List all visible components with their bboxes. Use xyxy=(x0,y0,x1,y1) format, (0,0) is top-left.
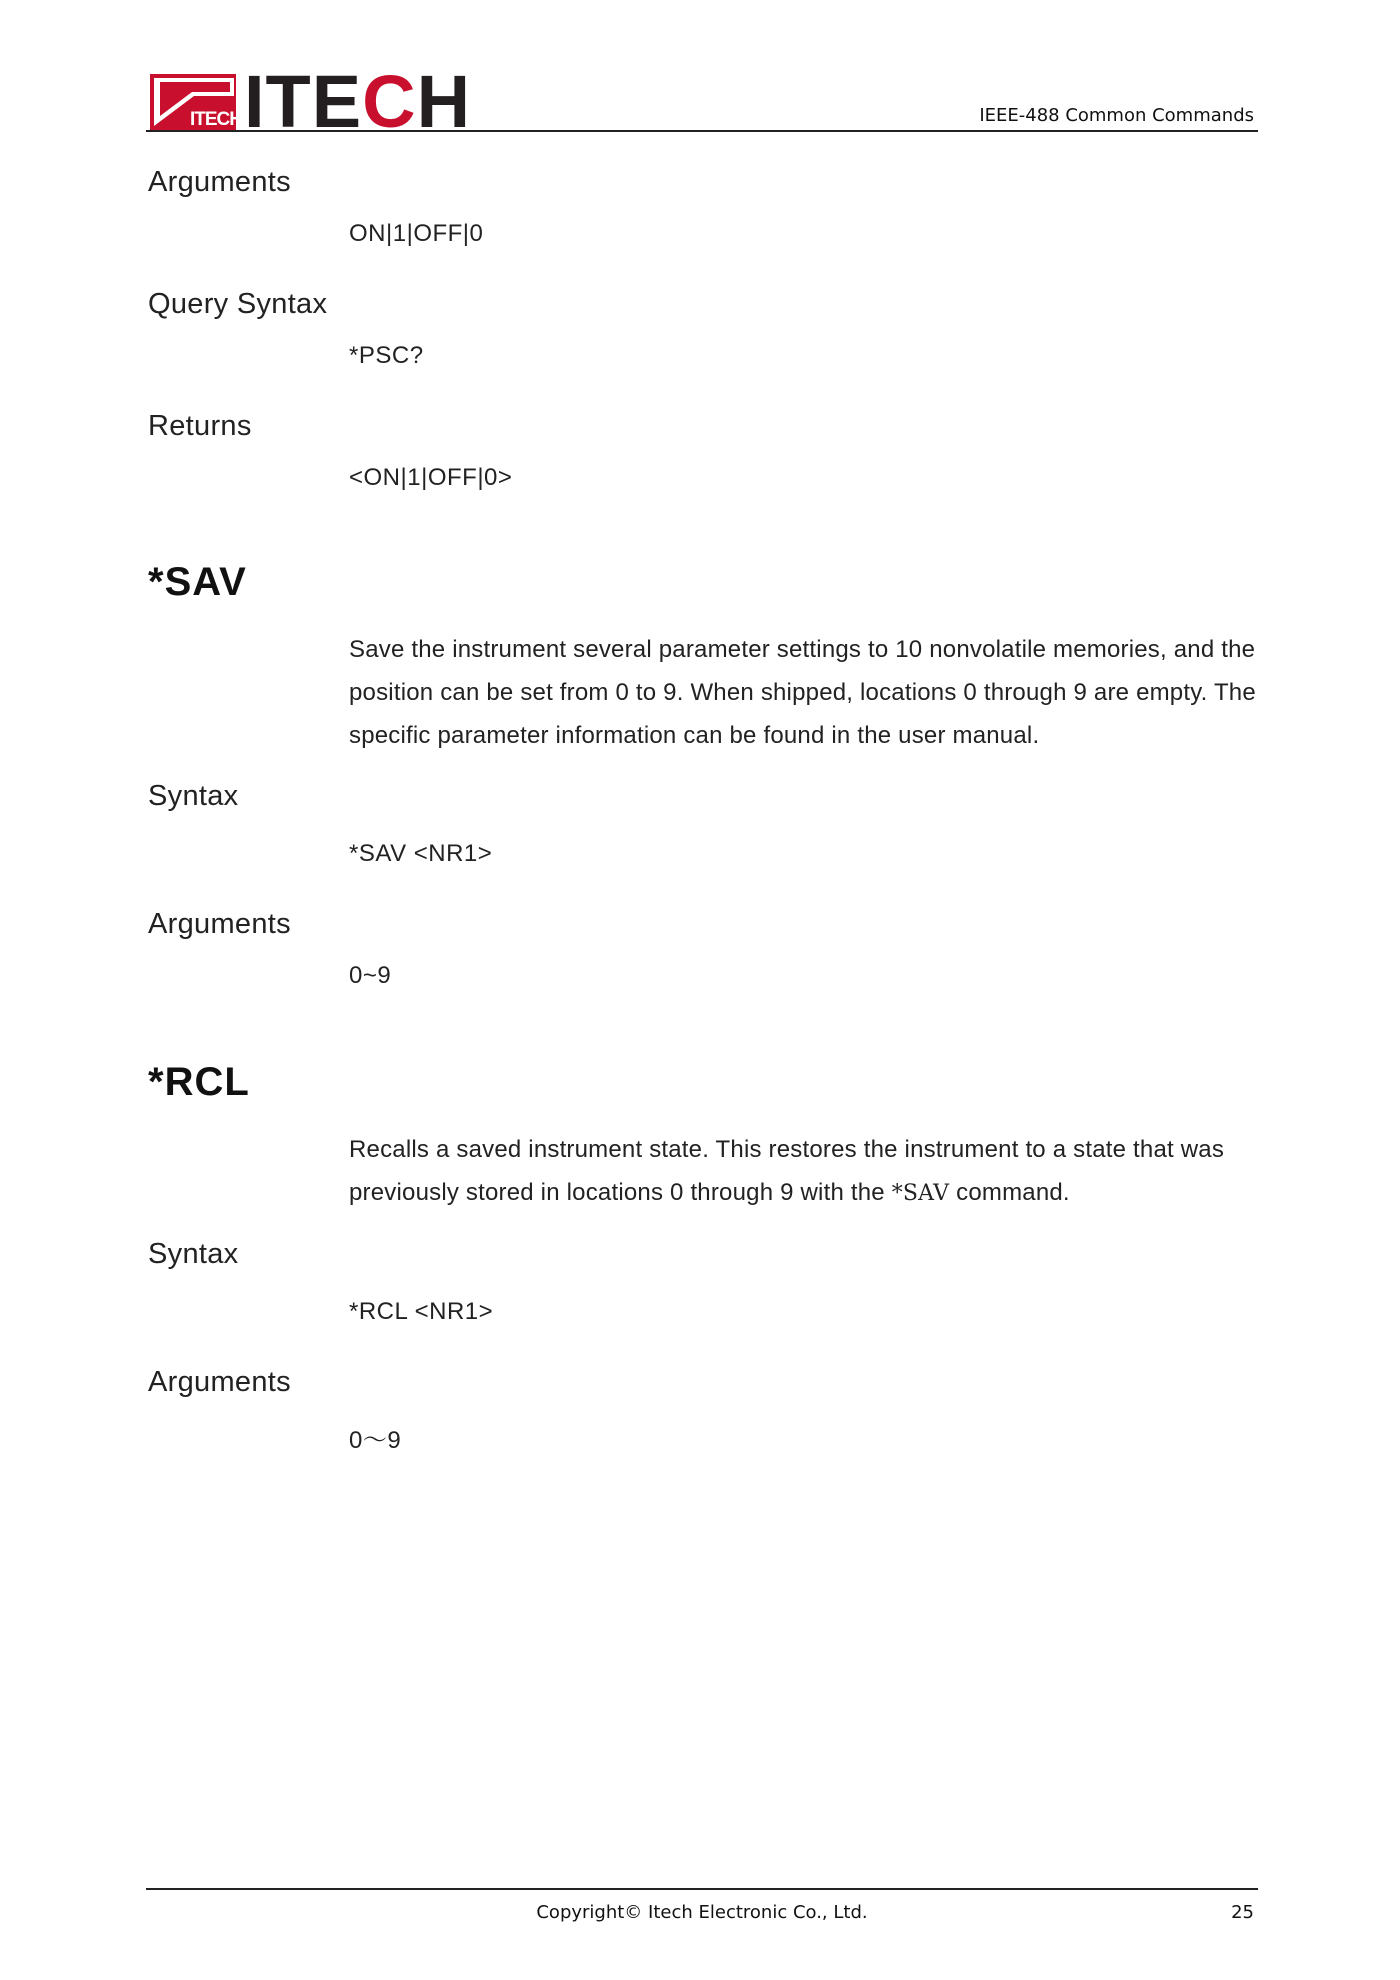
sav-syntax-label: Syntax xyxy=(148,780,239,812)
sav-command-title: *SAV xyxy=(148,560,247,604)
logo-wordmark: ITECH xyxy=(244,60,472,143)
footer-page-number: 25 xyxy=(1231,1902,1254,1923)
rcl-description xyxy=(349,1128,1269,1215)
logo-mark-text: ITECH xyxy=(190,109,242,130)
footer-copyright: Copyright© Itech Electronic Co., Ltd. xyxy=(536,1902,868,1923)
psc-arguments-value: ON|1|OFF|0 xyxy=(349,220,484,247)
page-footer xyxy=(146,1888,1258,1930)
rcl-description-text-before: Recalls a saved instrument state. This restores the instrument to a state that was previously stored in locations 0 through 9 with the xyxy=(349,1136,1225,1206)
sav-syntax-value: *SAV <NR1> xyxy=(349,840,493,867)
psc-returns-value: <ON|1|OFF|0> xyxy=(349,464,513,491)
itech-logo-mark xyxy=(150,74,242,130)
psc-returns-label: Returns xyxy=(148,410,252,442)
psc-arguments-label: Arguments xyxy=(148,166,291,198)
psc-query-syntax-value: *PSC? xyxy=(349,342,424,369)
rcl-arguments-value: 0～9 xyxy=(349,1427,402,1454)
rcl-command-title: *RCL xyxy=(148,1060,250,1104)
sav-arguments-value: 0~9 xyxy=(349,962,392,989)
psc-query-syntax-label: Query Syntax xyxy=(148,288,328,320)
sav-arguments-label: Arguments xyxy=(148,908,291,940)
itech-logo xyxy=(150,60,472,143)
rcl-description-text-after: command. xyxy=(949,1179,1070,1206)
sav-description: Save the instrument several parameter settings to 10 nonvolatile memories, and the position can be set from 0 to 9. When shipped, locations 0 through 9 are empty. The specific parameter information can be found in the user manual. xyxy=(349,636,1256,749)
rcl-syntax-value: *RCL <NR1> xyxy=(349,1298,494,1325)
rcl-syntax-label: Syntax xyxy=(148,1238,239,1270)
logo-wordmark-accent: C xyxy=(362,60,417,143)
rcl-description-sav-reference: *SAV xyxy=(891,1181,950,1206)
page-header xyxy=(146,60,1258,143)
header-section-title: IEEE-488 Common Commands xyxy=(979,105,1254,126)
rcl-arguments-label: Arguments xyxy=(148,1366,291,1398)
